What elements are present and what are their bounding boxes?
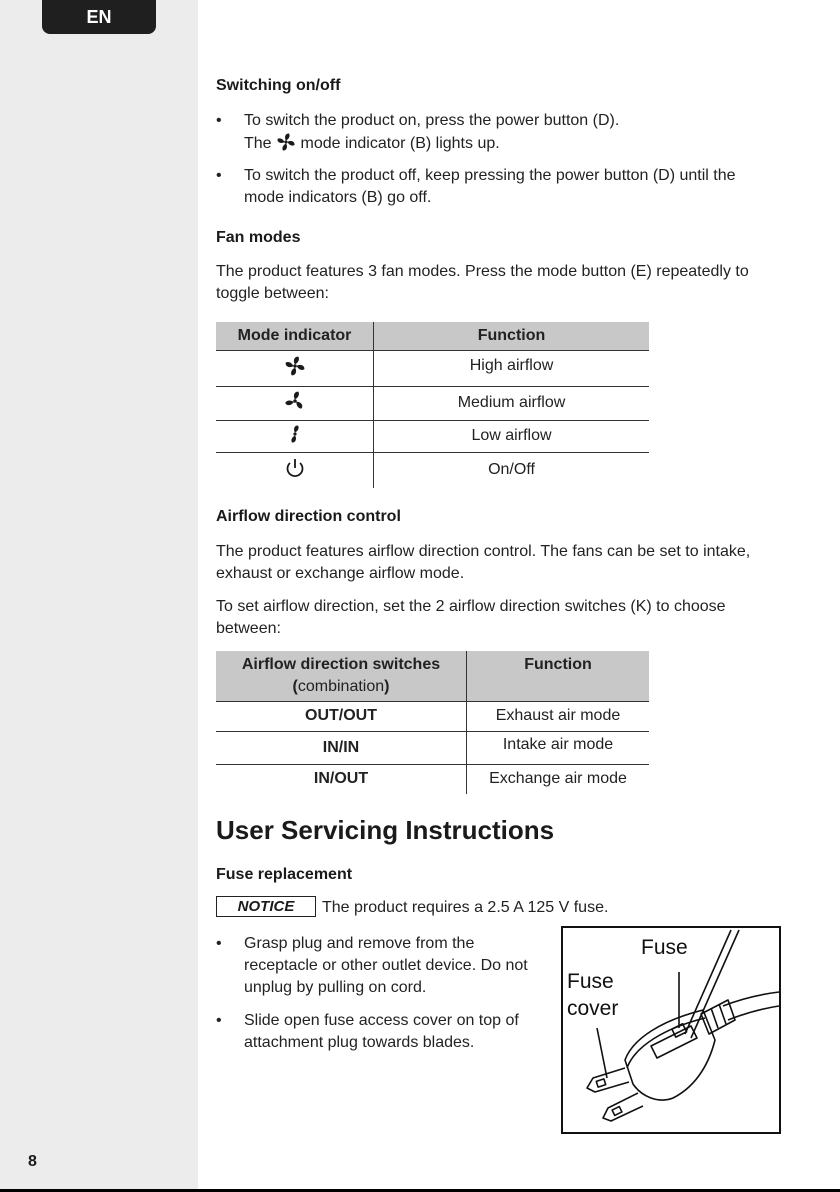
fan-medium-icon xyxy=(284,390,306,412)
fan-function-onoff: On/Off xyxy=(374,452,650,488)
figure-label-fuse-cover xyxy=(567,968,618,1022)
fan-function-low: Low airflow xyxy=(374,420,650,452)
table-row xyxy=(216,701,649,731)
table-row xyxy=(216,452,649,488)
notice-badge: NOTICE xyxy=(216,896,316,917)
fuse-bullet-1-text: Grasp plug and remove from the receptacle or other outlet device. Do not unplug by pulling on cord. xyxy=(244,935,528,996)
airflow-table-header-switches: Airflow direction switches (combination) xyxy=(216,651,467,701)
fan-low-icon xyxy=(285,424,305,444)
airflow-para-1: The product features airflow direction control. The fans can be set to intake, exhaust or exchange airflow mode. xyxy=(216,543,751,582)
fan-high-icon xyxy=(284,355,306,377)
bullet-dot: • xyxy=(216,1012,222,1029)
fan-high-icon xyxy=(276,132,296,152)
table-row xyxy=(216,420,649,452)
switching-bullet-2 xyxy=(216,165,786,211)
airflow-function-intake: Intake air mode xyxy=(467,731,650,764)
fuse-heading: Fuse replacement xyxy=(216,866,353,883)
bullet-dot: • xyxy=(216,167,222,184)
table-row xyxy=(216,764,649,794)
airflow-para-2: To set airflow direction, set the 2 airflow direction switches (K) to choose between: xyxy=(216,598,726,637)
figure-label-fuse: Fuse xyxy=(641,936,688,959)
switching-bullet-1 xyxy=(216,110,786,156)
fuse-bullet-1 xyxy=(216,933,546,1001)
page-number: 8 xyxy=(28,1153,37,1170)
fuse-bullet-2-text: Slide open fuse access cover on top of attachment plug towards blades. xyxy=(244,1012,519,1051)
airflow-combination-inout: IN/OUT xyxy=(216,764,467,794)
fan-modes-heading: Fan modes xyxy=(216,229,301,246)
bullet-dot: • xyxy=(216,935,222,952)
switching-bullet-2-text: To switch the product off, keep pressing the power button (D) until the mode indicators (B) go off. xyxy=(244,167,736,206)
figure-label-cover-line2: cover xyxy=(567,997,619,1020)
airflow-function-exhaust: Exhaust air mode xyxy=(467,701,650,731)
fan-table-header-function: Function xyxy=(374,322,650,350)
notice-text: The product requires a 2.5 A 125 V fuse. xyxy=(322,899,609,916)
table-row xyxy=(216,350,649,386)
airflow-header-combination: combination xyxy=(297,677,385,695)
table-row xyxy=(216,386,649,420)
table-row xyxy=(216,731,649,764)
airflow-table-header-function: Function xyxy=(467,651,650,701)
airflow-heading: Airflow direction control xyxy=(216,508,401,525)
figure-label-cover-line1: Fuse xyxy=(567,970,614,993)
fan-table-header-mode: Mode indicator xyxy=(216,322,374,350)
power-icon xyxy=(284,457,306,479)
fan-function-high: High airflow xyxy=(374,350,650,386)
bullet-dot: • xyxy=(216,112,222,129)
page-sidebar xyxy=(0,0,198,1190)
switching-bullet-1-line1: To switch the product on, press the power button (D). xyxy=(244,112,620,129)
fuse-plug-figure xyxy=(561,926,781,1134)
fan-function-medium: Medium airflow xyxy=(374,386,650,420)
fan-modes-intro: The product features 3 fan modes. Press the mode button (E) repeatedly to toggle between: xyxy=(216,263,749,302)
switching-bullet-1-pre: The xyxy=(244,135,272,152)
airflow-combination-outout: OUT/OUT xyxy=(216,701,467,731)
fuse-bullet-2 xyxy=(216,1010,556,1056)
servicing-heading: User Servicing Instructions xyxy=(216,815,555,845)
airflow-combination-inin: IN/IN xyxy=(216,731,467,764)
fan-modes-table xyxy=(216,322,649,488)
switching-heading: Switching on/off xyxy=(216,77,341,94)
language-label: EN xyxy=(86,6,112,27)
airflow-table xyxy=(216,651,649,794)
airflow-header-line1: Airflow direction switches xyxy=(241,655,441,673)
switching-bullet-1-post: mode indicator (B) lights up. xyxy=(300,135,500,152)
airflow-function-exchange: Exchange air mode xyxy=(467,764,650,794)
language-tab xyxy=(42,0,156,34)
